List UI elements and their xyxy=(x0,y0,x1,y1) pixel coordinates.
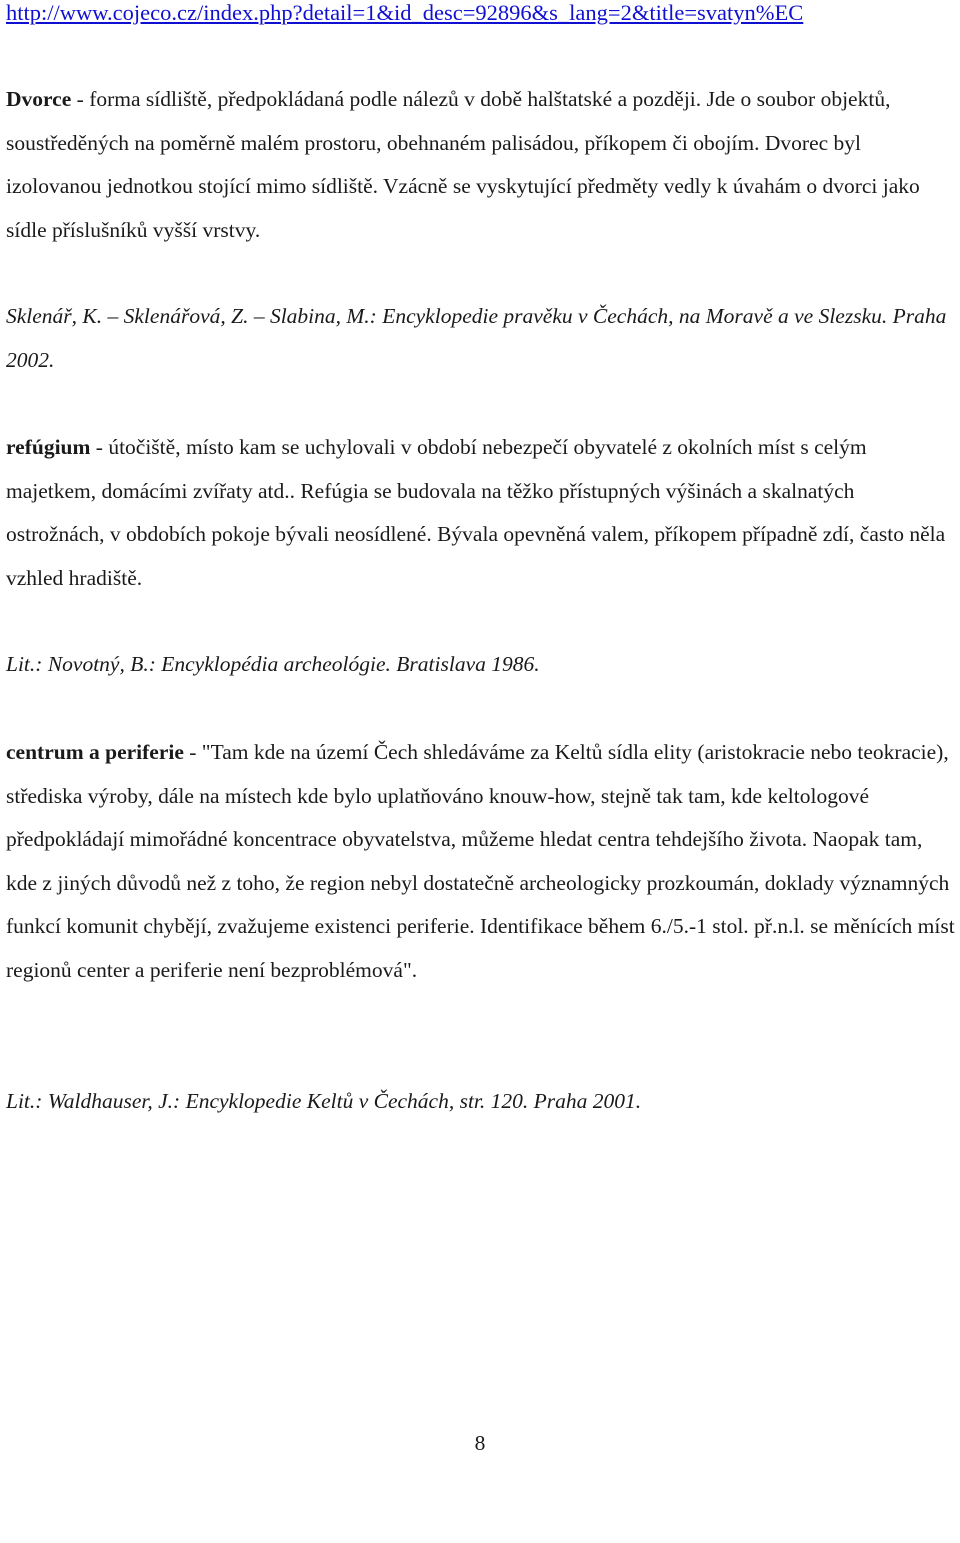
entry-text: - "Tam kde na území Čech shledáváme za Keltů sídla elity (aristokracie nebo teokracie), střediska výroby, dále na místech kde bylo uplatňováno knouw-how, stejně tak tam, kde keltologové předpokládají mimořádné koncentrace obyvatelstva, můžeme hledat centra tehdejšího života. Naopak tam, kde z jiných důvodů než z toho, že region nebyl dostatečně archeologicky prozkoumán, doklady významných funkcí komunit chybějí, zvažujeme existenci periferie. Identifikace během 6./5.-1 stol. př.n.l. se měnících míst regionů center a periferie není bezproblémová". xyxy=(6,740,955,982)
entry-refugium xyxy=(6,426,956,600)
entry-centrum-a-periferie xyxy=(6,731,956,992)
entry-term: refúgium xyxy=(6,435,91,459)
page-number: 8 xyxy=(474,1431,486,1455)
source-url-link[interactable]: http://www.cojeco.cz/index.php?detail=1&id_desc=92896&s_lang=2&title=svatyn%EC xyxy=(6,0,804,25)
entry-reference: Lit.: Waldhauser, J.: Encyklopedie Keltů v Čechách, str. 120. Praha 2001. xyxy=(6,1089,642,1113)
entry-dvorce xyxy=(6,78,956,252)
entry-term: centrum a periferie xyxy=(6,740,184,764)
entry-reference: Lit.: Novotný, B.: Encyklopédia archeológie. Bratislava 1986. xyxy=(6,652,540,676)
entry-reference: Sklenář, K. – Sklenářová, Z. – Slabina, M.: Encyklopedie pravěku v Čechách, na Moravě a ve Slezsku. Praha 2002. xyxy=(6,304,947,372)
entry-text: - útočiště, místo kam se uchylovali v období nebezpečí obyvatelé z okolních míst s celým majetkem, domácími zvířaty atd.. Refúgia se budovala na těžko přístupných výšinách a skalnatých ostrožnách, v obdobích pokoje bývali neosídlené. Bývala opevněná valem, příkopem případně zdí, často něla vzhled hradiště. xyxy=(6,435,946,590)
entry-text: - forma sídliště, předpokládaná podle nálezů v době halštatské a později. Jde o soubor objektů, soustředěných na poměrně malém prostoru, obehnaném palisádou, příkopem či obojím. Dvorec byl izolovanou jednotkou stojící mimo sídliště. Vzácně se vyskytující předměty vedly k úvahám o dvorci jako sídle příslušníků vyšší vrstvy. xyxy=(6,87,920,242)
entry-term: Dvorce xyxy=(6,87,72,111)
